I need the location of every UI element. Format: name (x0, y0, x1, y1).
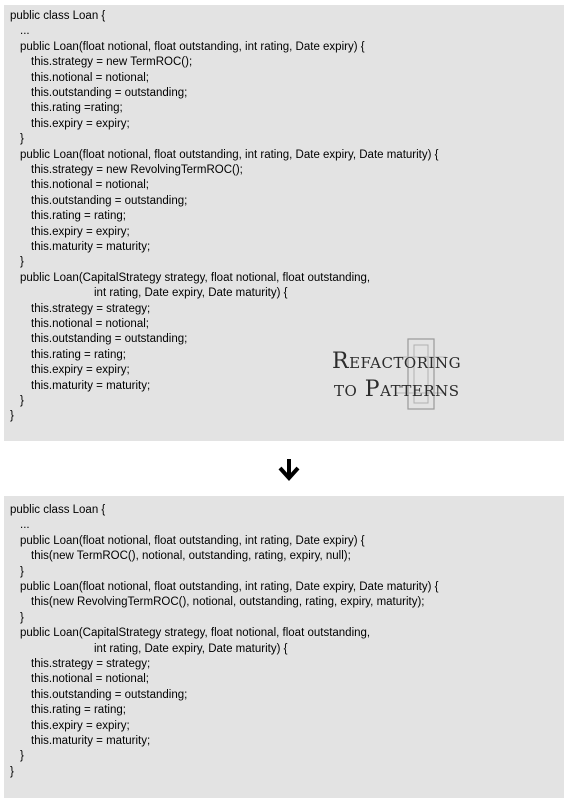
code-line: this.notional = notional; (31, 673, 149, 686)
code-line: ... (20, 519, 30, 532)
code-line: this.outstanding = outstanding; (31, 333, 188, 346)
code-line: this.expiry = expiry; (31, 719, 130, 732)
code-line: this.expiry = expiry; (31, 364, 130, 377)
code-line: this.strategy = new RevolvingTermROC(); (31, 164, 243, 176)
code-line: this(new TermROC(), notional, outstanding, rating, expiry, null); (31, 550, 351, 563)
code-line: public Loan(CapitalStrategy strategy, float notional, float outstanding, (20, 627, 371, 640)
code-line: int rating, Date expiry, Date maturity) { (94, 642, 288, 655)
code-line: int rating, Date expiry, Date maturity) { (94, 287, 288, 300)
code-line: this.maturity = maturity; (31, 379, 151, 392)
arrow-down-icon (276, 456, 302, 482)
code-line: } (10, 410, 14, 423)
code-line: } (10, 765, 14, 778)
code-line: } (20, 750, 24, 763)
code-line: this.outstanding = outstanding; (31, 194, 188, 207)
code-line: this.rating = rating; (31, 210, 126, 223)
code-line: public Loan(CapitalStrategy strategy, float notional, float outstanding, (20, 271, 371, 284)
code-line: } (20, 565, 24, 578)
code-line: public Loan(float notional, float outstanding, int rating, Date expiry, Date maturity) { (20, 581, 439, 593)
code-line: ... (20, 25, 30, 38)
code-line: } (20, 256, 24, 269)
book-watermark (326, 337, 504, 411)
code-line: } (20, 611, 24, 624)
code-line: public Loan(float notional, float outstanding, int rating, Date expiry, Date maturity) { (20, 148, 439, 161)
code-line: this.strategy = new TermROC(); (31, 56, 193, 69)
code-line: this(new RevolvingTermROC(), notional, outstanding, rating, expiry, maturity); (31, 596, 425, 609)
code-line: public Loan(float notional, float outstanding, int rating, Date expiry) { (20, 534, 365, 547)
code-line: } (20, 133, 24, 146)
watermark-line-1: Refactoring (332, 349, 462, 374)
code-line: this.strategy = strategy; (31, 658, 151, 670)
code-line: this.notional = notional; (31, 179, 149, 192)
code-line: this.rating =rating; (31, 102, 123, 115)
code-line: this.maturity = maturity; (31, 735, 151, 747)
code-line: this.expiry = expiry; (31, 225, 130, 238)
code-line: this.outstanding = outstanding; (31, 87, 188, 99)
code-line: this.notional = notional; (31, 71, 149, 84)
code-line: this.strategy = strategy; (31, 302, 151, 315)
code-line: public class Loan { (10, 10, 106, 22)
watermark-line-2: to Patterns (334, 377, 460, 402)
code-line: this.rating = rating; (31, 348, 126, 361)
code-line: public Loan(float notional, float outstanding, int rating, Date expiry) { (20, 40, 365, 53)
code-line: } (20, 395, 24, 407)
code-line: public class Loan { (10, 504, 106, 516)
code-line: this.outstanding = outstanding; (31, 688, 188, 701)
code-line: this.rating = rating; (31, 704, 126, 717)
code-panel-after (4, 496, 564, 798)
code-line: this.maturity = maturity; (31, 241, 151, 253)
code-line: this.notional = notional; (31, 318, 149, 330)
code-line: this.expiry = expiry; (31, 117, 130, 130)
